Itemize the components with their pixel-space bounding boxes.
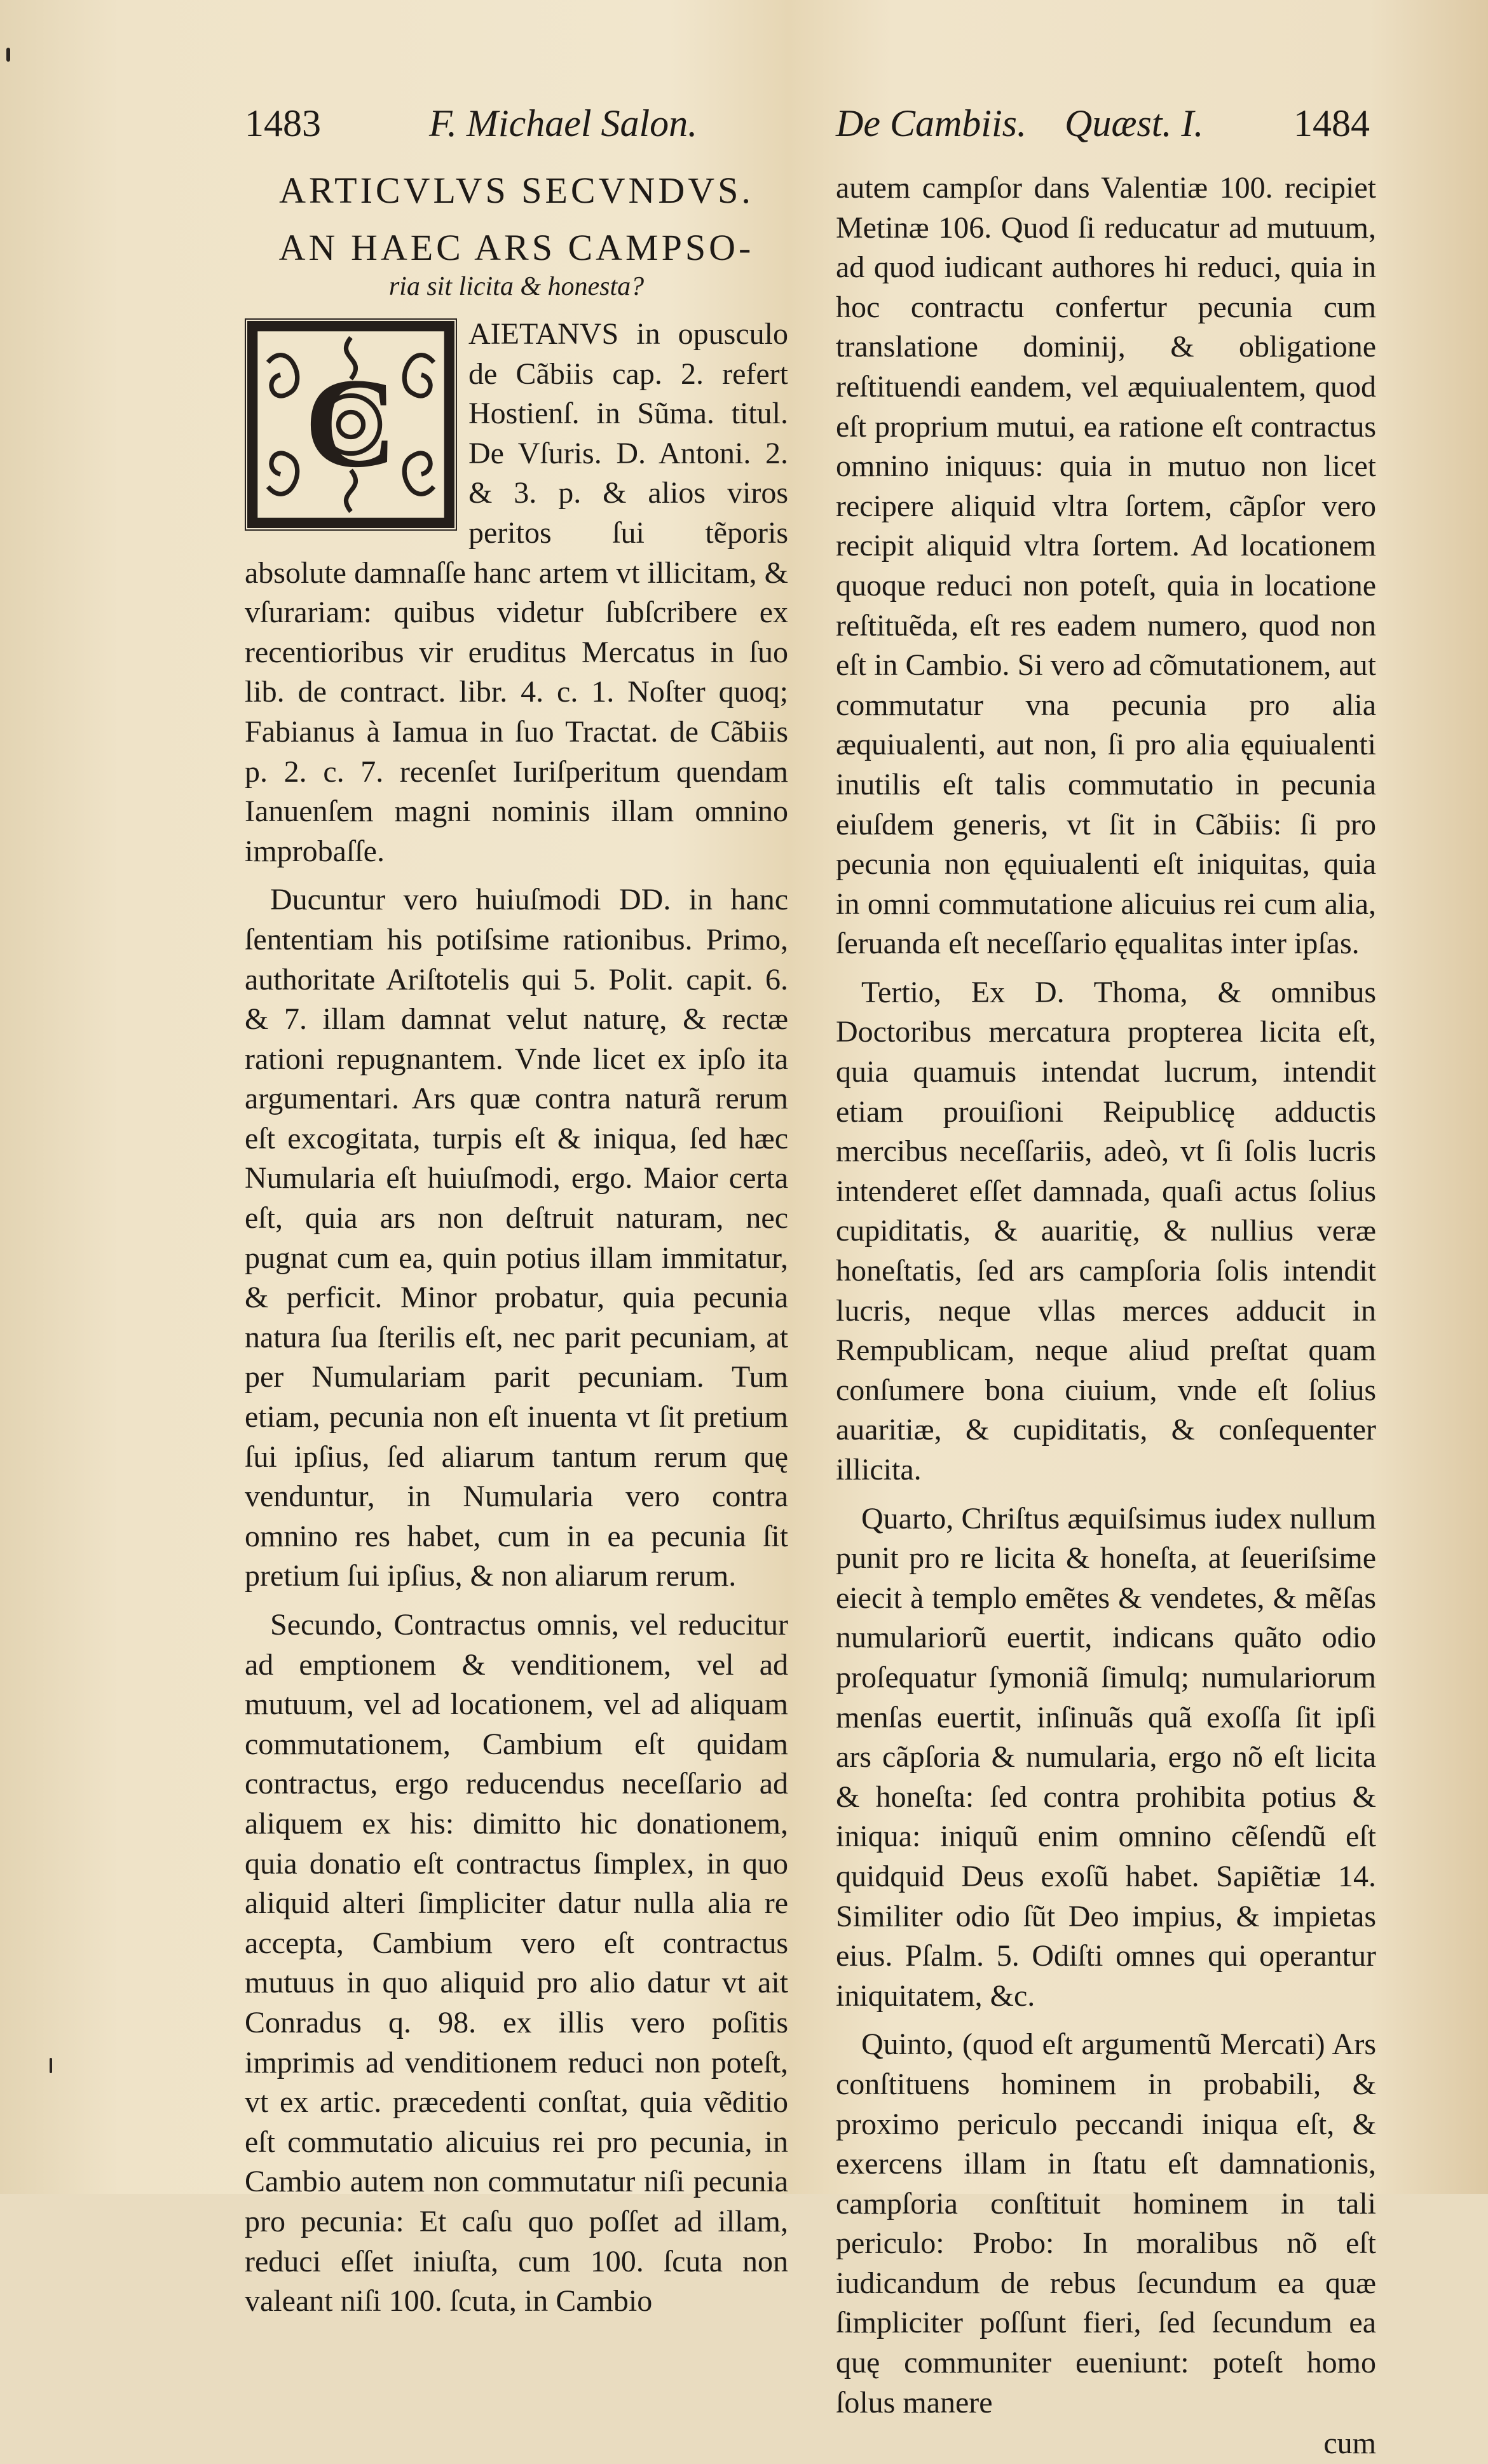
paragraph-4: autem campſor dans Valentiæ 100. recipiet Metinæ 106. Quod ſi reducatur ad mutuum, ad quod iudicant authores hi reduci, quia in hoc contractu confertur pecunia cum translatione dominij, & obligatione reſtituendi eandem, vel æquiualentem, quod eſt proprium mutui, ea ratione eſt contractus omnino iniquus: quia in mutuo non licet recipere aliquid vltra ſortem, cãpſor vero recipit aliquid vltra ſortem. Ad locationem quoque reduci non poteſt, quia in locatione reſtituẽda, eſt res eadem numero, quod non eſt in Cambio. Si vero ad cõmutationem, aut commutatur vna pecunia pro alia æquiualenti, aut non, ſi pro alia ęquiualenti inutilis eſt talis commutatio in pecunia eiuſdem generis, vt ſit in Cãbiis: ſi pro pecunia non ęquiualenti eſt iniquitas, quia in omni commutatione alicuius rei cum alia, ſeruanda eſt neceſſario ęqualitas inter ipſas. (836, 171, 1376, 961)
left-running-title: F. Michael Salon. (429, 102, 698, 144)
paragraph-7: Quinto, (quod eſt argumentũ Mercati) Ars conſtituens hominem in probabili, & proximo periculo peccandi iniqua eſt, & exercens illam in ſtatu eſt damnationis, campſoria conſtituit hominem in tali periculo: Probo: In moralibus nõ eſt iudicandum de rebus ſecundum ea quæ ſimpliciter poſſunt fieri, ſed ſecundum ea quę communiter eueniunt: poteſt homo ſolus manere (836, 2027, 1376, 2420)
paragraph-1: AIETANVS in opusculo de Cãbiis cap. 2. refert Hostienſ. in Sũma. titul. De Vſuris. D. Antoni. 2. & 3. p. & alios viros peritos ſui tẽporis absolute damnaſſe hanc artem vt illicitam, & vſurariam: quibus videtur ſubſcribere ex recentioribus vir eruditus Mercatus in ſuo lib. de contract. libr. 4. c. 1. Noſter quoq; Fabianus à Iamua in ſuo Tractat. de Cãbiis p. 2. c. 7. recenſet Iuriſperitum quendam Ianuenſem magni nominis illam omnino improbaſſe. (245, 317, 788, 868)
right-running-title-2: Quæst. I. (1065, 102, 1204, 144)
question-heading: AN HAEC ARS CAMPSO- (278, 227, 754, 268)
paragraph-2: Ducuntur vero huiuſmodi DD. in hanc ſententiam his potiſsime rationibus. Primo, authoritate Ariſtotelis qui 5. Polit. capit. 6. & 7. illam damnat velut naturę, & rectæ rationi repugnantem. Vnde licet ex ipſo ita argumentari. Ars quæ contra naturã rerum eſt excogitata, turpis eſt & iniqua, ſed hæc Numularia eſt huiuſmodi, ergo. Maior certa eſt, quia ars non deſtruit naturam, nec pugnat cum ea, quin potius illam immitatur, & perficit. Minor probatur, quia pecunia natura ſua ſterilis eſt, nec parit pecuniam, at per Numulariam parit pecuniam. Tum etiam, pecunia non eſt inuenta vt ſit pretium ſui ipſius, ſed aliarum tantum rerum quę venduntur, in Numularia vero contra omnino res habet, cum in ea pecunia ſit pretium ſui ipſius, & non aliarum rerum. (245, 883, 788, 1593)
ornamental-initial (245, 318, 457, 531)
left-page-number: 1483 (245, 102, 321, 144)
paragraph-6: Quarto, Chriſtus æquiſsimus iudex nullum punit pro re licita & honeſta, at ſeueriſsime eiecit à templo emẽtes & vendetes, & mẽſas numulariorũ euertit, indicans quãto odio proſequatur ſymoniã ſimulq; numulariorum menſas euertit, inſinuãs quã exoſſa ſit ipſi ars cãpſoria & numularia, ergo nõ eſt licita & honeſta: ſed contra prohibita potius & iniqua: iniquũ enim omnino cẽſendũ eſt quidquid Deus exoſũ habet. Sapiẽtiæ 14. Similiter odio ſũt Deo impius, & impietas eius. Pſalm. 5. Odiſti omnes qui operantur iniquitatem, &c. (836, 1501, 1376, 2013)
right-text-column (836, 168, 1376, 2464)
catchword: cum (1323, 2427, 1376, 2461)
right-running-title-1: De Cambiis. (836, 102, 1027, 144)
ornamental-initial-icon (247, 321, 454, 528)
right-page-number: 1484 (1293, 102, 1370, 144)
ink-mark-top-left (6, 48, 10, 62)
svg-text:C: C (304, 351, 397, 494)
question-subheading: ria sit licita & honesta? (388, 272, 645, 301)
paragraph-5: Tertio, Ex D. Thoma, & omnibus Doctoribus mercatura propterea licita eſt, quia quamuis intendat lucrum, intendit etiam prouiſioni Reipublicę adductis mercibus neceſſariis, adeò, vt ſi ſolis lucris intenderet eſſet damnada, quaſi actus ſolius cupiditatis, & auaritię, & nullius veræ honeſtatis, ſed ars campſoria ſolis intendit lucris, neque vllas merces adducit in Rempublicam, neque aliud preſtat quam conſumere bona ciuium, vnde eſt ſolius auaritiæ, & cupiditatis, & conſequenter illicita. (836, 975, 1376, 1487)
paragraph-3: Secundo, Contractus omnis, vel reducitur ad emptionem & venditionem, vel ad mutuum, vel ad locationem, vel ad aliquam commutationem, Cambium eſt quidam contractus, ergo reducendus neceſſario ad aliquem ex his: dimitto hic donationem, quia donatio eſt contractus ſimplex, in quo aliquid alteri ſimpliciter datur nulla alia re accepta, Cambium vero eſt contractus mutuus in quo aliquid pro alio datur vt ait Conradus q. 98. ex illis vero poſitis imprimis ad venditionem reduci non poteſt, vt ex artic. præcedenti conſtat, quia vẽditio eſt commutatio alicuius rei pro pecunia, in Cambio autem non commutatur niſi pecunia pro pecunia: Et caſu quo poſſet ad illam, reduci eſſet iniuſta, cum 100. ſcuta non valeant niſi 100. ſcuta, in Cambio (245, 1608, 788, 2318)
article-heading: ARTICVLVS SECVNDVS. (279, 170, 754, 211)
ink-mark-bottom-left (50, 2058, 52, 2073)
left-text-column (245, 168, 788, 2322)
